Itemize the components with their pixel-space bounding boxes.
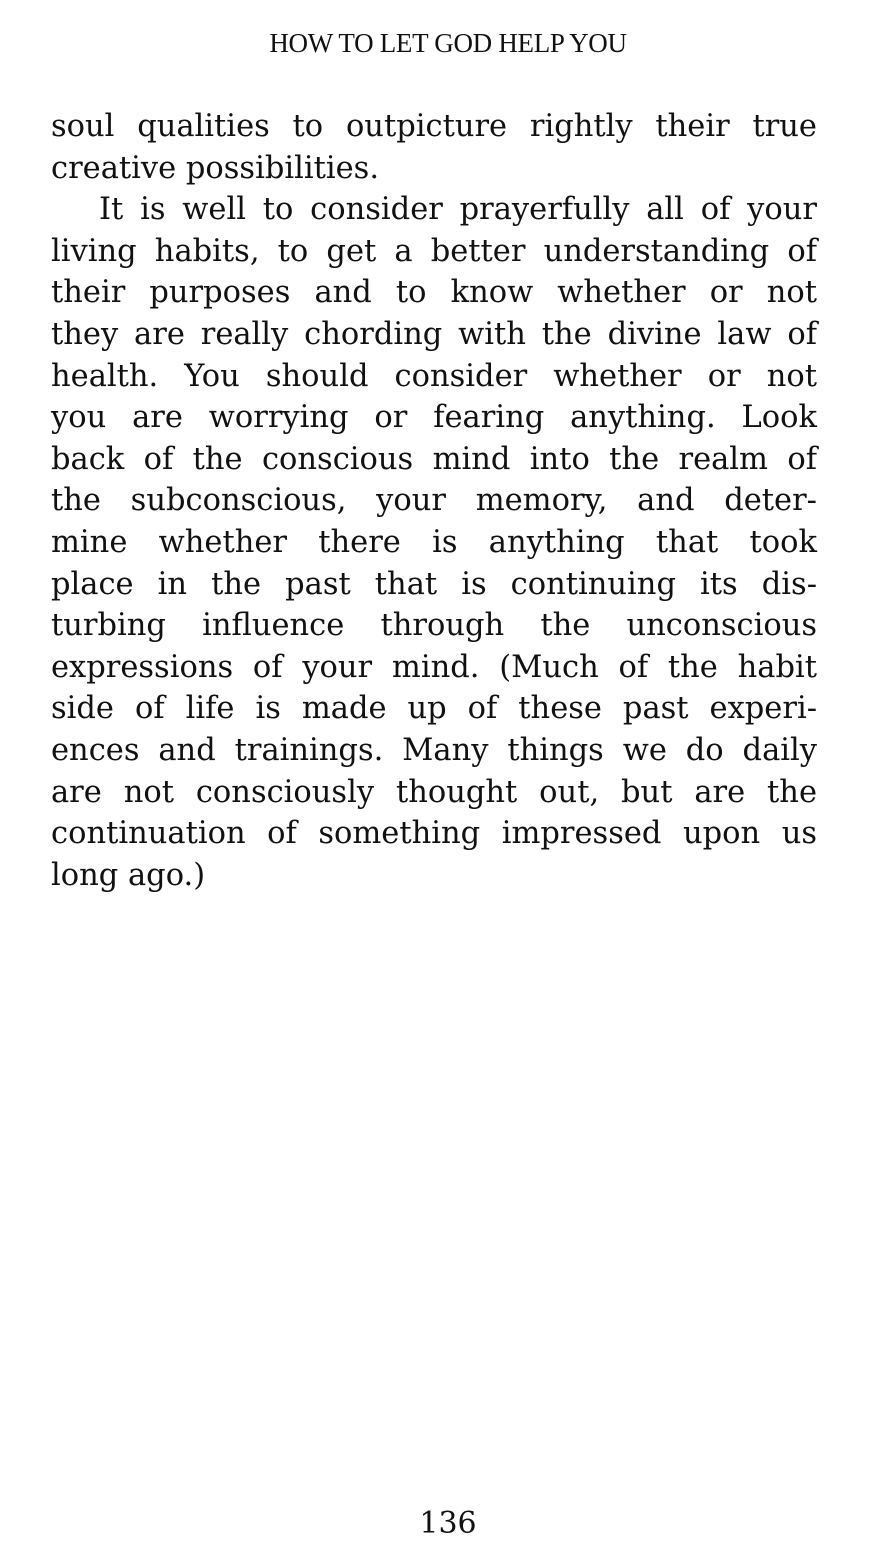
- text-line: creative possibilities.: [51, 150, 380, 186]
- text-line: are not consciously thought out, but are the: [51, 774, 817, 810]
- body-text: [51, 106, 817, 896]
- page-number: 136: [419, 1506, 477, 1541]
- text-line: living habits, to get a better understanding of: [51, 233, 817, 269]
- paragraph-1: [51, 106, 817, 189]
- text-line: long ago.): [51, 857, 206, 893]
- text-line: It is well to consider prayerfully all of your: [99, 192, 817, 228]
- text-line: side of life is made up of these past experi-: [51, 691, 817, 727]
- text-line: turbing influence through the unconscious: [51, 608, 817, 644]
- paragraph-2: [51, 189, 817, 896]
- text-line: expressions of your mind. (Much of the habit: [51, 649, 817, 685]
- running-head: HOW TO LET GOD HELP YOU: [269, 28, 627, 58]
- text-line: back of the conscious mind into the realm of: [51, 441, 817, 477]
- text-line: soul qualities to outpicture rightly their true: [51, 109, 817, 144]
- text-line: they are really chording with the divine law of: [51, 316, 817, 352]
- text-line: you are worrying or fearing anything. Look: [51, 400, 817, 436]
- text-line: mine whether there is anything that took: [51, 524, 817, 560]
- text-line: their purposes and to know whether or not: [51, 275, 817, 311]
- text-line: ences and trainings. Many things we do daily: [51, 732, 817, 768]
- text-line: health. You should consider whether or not: [51, 358, 817, 394]
- text-line: place in the past that is continuing its dis-: [51, 566, 817, 602]
- text-line: continuation of something impressed upon us: [51, 816, 817, 852]
- text-line: the subconscious, your memory, and deter-: [51, 483, 817, 519]
